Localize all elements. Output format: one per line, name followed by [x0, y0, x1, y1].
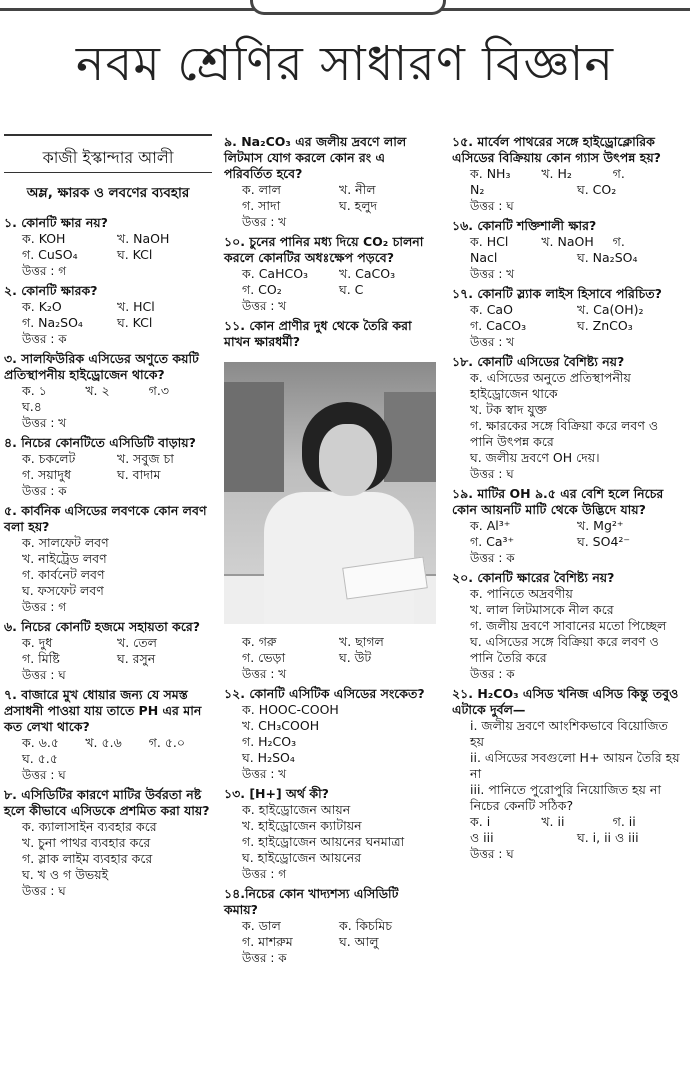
option-row	[452, 718, 684, 750]
option-row	[452, 634, 684, 666]
topic-heading: অম্ল, ক্ষারক ও লবণের ব্যবহার	[26, 185, 190, 201]
option-row	[452, 402, 684, 418]
option-row	[452, 782, 684, 798]
option-row	[4, 751, 212, 767]
option: গ. ii	[612, 814, 636, 829]
question-item	[4, 687, 212, 783]
option-row	[4, 651, 212, 667]
option: ঘ. i, ii ও iii	[577, 830, 639, 845]
option-row	[224, 734, 436, 750]
question-text: ৬. নিচের কোনটি হজমে সহায়তা করে?	[4, 619, 201, 634]
option-row	[452, 182, 684, 198]
option: গ. সাদা	[242, 198, 281, 213]
question-text: ২. কোনটি ক্ষারক?	[4, 283, 98, 298]
option-row	[452, 318, 684, 334]
option-row	[224, 802, 436, 818]
answer: উত্তর : ঘ	[22, 668, 66, 682]
option-row	[4, 835, 212, 851]
question-item	[4, 351, 212, 431]
answer: উত্তর : খ	[242, 299, 287, 313]
question-text: ১৪.নিচের কোন খাদ্যশস্য এসিডিটি কমায়?	[224, 886, 399, 917]
top-tab	[250, 0, 446, 15]
question-text: ৮. এসিডিটির কারণে মাটির উর্বরতা নষ্ট হলে কীভাবে এসিডকে প্রশমিত করা যায়?	[4, 787, 210, 818]
question-text: ২১. H₂CO₃ এসিড খনিজ এসিড কিন্তু তবুও এটাকে দুর্বল—	[452, 686, 679, 717]
answer: উত্তর : ঘ	[22, 768, 66, 782]
question-item	[452, 686, 684, 862]
question-text: ৯. Na₂CO₃ এর জলীয় দ্রবণে লাল লিটমাস যোগ করলে কোন রং এ পরিবর্তিত হবে?	[224, 134, 407, 181]
option: ক. এসিডের অনুতে প্রতিস্থাপনীয় হাইড্রোজেন থাকে	[470, 370, 631, 401]
photo-shape	[384, 392, 436, 482]
option: খ. HCl	[117, 299, 155, 314]
option-row	[452, 534, 684, 550]
option: খ. Mg²⁺	[577, 518, 624, 533]
option: ক. দুধ	[22, 635, 53, 650]
option-row	[4, 535, 212, 551]
question-text: ১৩. [H+] অর্থ কী?	[224, 786, 329, 801]
option: খ. সবুজ চা	[117, 451, 174, 466]
photo-shape	[319, 424, 377, 496]
option-row	[4, 247, 212, 263]
option: ক. CaHCO₃	[242, 266, 309, 281]
option: ক. CaO	[470, 302, 513, 317]
option: খ. H₂	[541, 166, 572, 181]
option: গ. মাশরুম	[242, 934, 293, 949]
option: ক. ৬.৫	[22, 735, 59, 750]
option: গ.	[612, 234, 625, 249]
option: ক. i	[470, 814, 491, 829]
question-item	[4, 215, 212, 279]
option: গ. স্লাক লাইম ব্যবহার করে	[22, 851, 153, 866]
option: ঘ. জলীয় দ্রবণে OH দেয়।	[470, 450, 600, 465]
question-item	[452, 218, 684, 282]
answer: উত্তর : ক	[22, 484, 67, 498]
option: ক. গরু	[242, 634, 277, 649]
option: ক. ১	[22, 383, 47, 398]
option: ঘ. KCl	[117, 315, 153, 330]
option: N₂	[470, 182, 485, 197]
answer: উত্তর : খ	[470, 335, 515, 349]
option-row	[4, 231, 212, 247]
option: ঘ. C	[339, 282, 364, 297]
option: গ. হাইড্রোজেন আয়নের ঘনমাত্রা	[242, 834, 405, 849]
option: গ.৩	[148, 383, 169, 398]
question-text: ১২. কোনটি এসিটিক এসিডের সংকেত?	[224, 686, 425, 701]
option: ঘ. ৫.৫	[22, 751, 58, 766]
option-row	[4, 399, 212, 415]
question-text: ৭. বাজারে মুখ ধোয়ার জন্য যে সমস্ত প্রসাধনী পাওয়া যায় তাতে PH এর মান কত লেখা থাকে?	[4, 687, 202, 734]
option: খ. Ca(OH)₂	[577, 302, 644, 317]
question-item	[4, 283, 212, 347]
question-text: ১৬. কোনটি শক্তিশালী ক্ষার?	[452, 218, 597, 233]
option-row	[452, 618, 684, 634]
option: ক. হাইড্রোজেন আয়ন	[242, 802, 351, 817]
question-text: ১৫. মার্বেল পাথরের সঙ্গে হাইড্রোক্লোরিক এসিডের বিক্রিয়ায় কোন গ্যাস উৎপন্ন হয়?	[452, 134, 661, 165]
photo-shape	[264, 492, 414, 624]
option: ii. এসিডের সবগুলো H+ আয়ন তৈরি হয় না	[470, 750, 680, 781]
question-item	[4, 435, 212, 499]
option: ক. Al³⁺	[470, 518, 511, 533]
option-row	[224, 634, 436, 650]
option: গ. CO₂	[242, 282, 282, 297]
question-text: ১৮. কোনটি এসিডের বৈশিষ্ট্য নয়?	[452, 354, 625, 369]
option: গ. CuSO₄	[22, 247, 78, 262]
option: গ. Ca³⁺	[470, 534, 515, 549]
option: ক. NH₃	[470, 166, 511, 181]
option: খ. লাল লিটমাসকে নীল করে	[470, 602, 614, 617]
option: গ. মিষ্টি	[22, 651, 60, 666]
photo-shape	[224, 382, 284, 492]
column-3	[452, 130, 684, 864]
question-item	[224, 134, 436, 230]
option: ক. HOOC-COOH	[242, 702, 339, 717]
option-row	[224, 182, 436, 198]
option: গ. H₂CO₃	[242, 734, 297, 749]
option: i. জলীয় দ্রবণে আংশিকভাবে বিয়োজিত হয়	[470, 718, 668, 749]
option-row	[4, 299, 212, 315]
option-row	[452, 602, 684, 618]
answer: উত্তর : ক	[470, 551, 515, 565]
question-text: ১৭. কোনটি স্ল্যাক লাইস হিসাবে পরিচিত?	[452, 286, 662, 301]
option: ক. K₂O	[22, 299, 62, 314]
option: Nacl	[470, 250, 498, 265]
option-row	[4, 383, 212, 399]
option: খ. হাইড্রোজেন ক্যাটায়ন	[242, 818, 362, 833]
option: ক. HCl	[470, 234, 509, 249]
answer: উত্তর : ক	[22, 332, 67, 346]
option-row	[4, 315, 212, 331]
option: খ. NaOH	[117, 231, 170, 246]
option: গ. Na₂SO₄	[22, 315, 83, 330]
question-text: ৩. সালফিউরিক এসিডের অণুতে কয়টি প্রতিস্থাপনীয় হাইড্রোজেন থাকে?	[4, 351, 199, 382]
option-row	[224, 834, 436, 850]
option: খ. চুনা পাথর ব্যবহার করে	[22, 835, 151, 850]
option: ঘ. CO₂	[577, 182, 617, 197]
option: ঘ.৪	[22, 399, 42, 414]
option-row	[224, 934, 436, 950]
option: ঘ. Na₂SO₄	[577, 250, 638, 265]
option-row	[452, 586, 684, 602]
author-name: কাজী ইস্কান্দার আলী	[4, 136, 212, 173]
option: খ. NaOH	[541, 234, 594, 249]
question-item	[224, 786, 436, 882]
option: ঘ. H₂SO₄	[242, 750, 295, 765]
option: খ. ছাগল	[339, 634, 384, 649]
option: ঘ. খ ও গ উভয়ই	[22, 867, 109, 882]
answer: উত্তর : খ	[470, 267, 515, 281]
answer: উত্তর : ক	[470, 667, 515, 681]
option-row	[452, 234, 684, 250]
answer: উত্তর : ঘ	[470, 199, 514, 213]
question-item	[224, 686, 436, 782]
question-item	[224, 318, 436, 682]
option: ঘ. বাদাম	[117, 467, 161, 482]
question-item	[452, 570, 684, 682]
answer: উত্তর : ঘ	[470, 467, 514, 481]
option-row	[4, 635, 212, 651]
answer: উত্তর : ঘ	[470, 847, 514, 861]
option: গ. জলীয় দ্রবণে সাবানের মতো পিচ্ছেল	[470, 618, 667, 633]
option-row	[4, 567, 212, 583]
option: ঘ. আলু	[339, 934, 379, 949]
column-2	[224, 130, 436, 968]
option-row	[224, 818, 436, 834]
option: গ.	[612, 166, 625, 181]
option-row	[224, 266, 436, 282]
option: খ. ২	[85, 383, 110, 398]
question-text: ১০. চুনের পানির মধ্য দিয়ে CO₂ চালনা করলে কোনটির অধঃক্ষেপ পড়বে?	[224, 234, 424, 265]
option: খ. নাইট্রেড লবণ	[22, 551, 107, 566]
option-row	[4, 583, 212, 599]
answer: উত্তর : গ	[242, 867, 287, 881]
option-row	[224, 702, 436, 718]
option: ক. পানিতে অদ্রবণীয়	[470, 586, 573, 601]
option: ঘ. এসিডের সঙ্গে বিক্রিয়া করে লবণ ও পানি তৈরি করে	[470, 634, 659, 665]
option: ও iii	[470, 830, 494, 845]
option: ঘ. উট	[339, 650, 372, 665]
option: গ. CaCO₃	[470, 318, 527, 333]
option-row	[224, 918, 436, 934]
answer: উত্তর : গ	[22, 600, 67, 614]
question-item	[452, 354, 684, 482]
option-row	[224, 850, 436, 866]
top-border	[0, 0, 690, 14]
question-item	[4, 787, 212, 899]
option-row	[4, 551, 212, 567]
question-item	[452, 286, 684, 350]
question-text: ৫. কার্বনিক এসিডের লবণকে কোন লবণ বলা হয়?	[4, 503, 207, 534]
student-photo	[224, 362, 436, 624]
option-row	[4, 819, 212, 835]
option: ঘ. হাইড্রোজেন আয়নের	[242, 850, 362, 865]
option: ক. চকলেট	[22, 451, 76, 466]
answer: উত্তর : ক	[242, 951, 287, 965]
question-item	[452, 486, 684, 566]
question-item	[4, 619, 212, 683]
option: গ. ভেড়া	[242, 650, 286, 665]
option-row	[452, 250, 684, 266]
option-row	[224, 718, 436, 734]
option-row	[4, 451, 212, 467]
option-row	[452, 418, 684, 450]
option: খ. ৫.৬	[85, 735, 122, 750]
option: ঘ. রসুন	[117, 651, 156, 666]
question-text: ১. কোনটি ক্ষার নয়?	[4, 215, 108, 230]
option: খ. CH₃COOH	[242, 718, 320, 733]
option: খ. টক স্বাদ যুক্ত	[470, 402, 547, 417]
answer: উত্তর : খ	[22, 416, 67, 430]
option: গ. সয়াদুধ	[22, 467, 71, 482]
option-row	[4, 467, 212, 483]
option-row	[224, 650, 436, 666]
option-row	[452, 450, 684, 466]
option-row	[224, 198, 436, 214]
option-row	[452, 370, 684, 402]
question-item	[4, 503, 212, 615]
question-text: ১১. কোন প্রাণীর দুধ থেকে তৈরি করা মাখন ক্ষারধর্মী?	[224, 318, 412, 349]
option-row	[224, 750, 436, 766]
option-row	[224, 282, 436, 298]
answer: উত্তর : খ	[242, 667, 287, 681]
option: ক. লাল	[242, 182, 281, 197]
option: খ. নীল	[339, 182, 376, 197]
option: খ. ii	[541, 814, 565, 829]
option: গ. ৫.০	[148, 735, 186, 750]
option: গ. ক্ষারকের সঙ্গে বিক্রিয়া করে লবণ ও পানি উৎপন্ন করে	[470, 418, 659, 449]
option: iii. পানিতে পুরোপুরি নিয়োজিত হয় না	[470, 782, 661, 797]
option-row	[452, 830, 684, 846]
column-1	[4, 130, 212, 901]
option: খ. CaCO₃	[339, 266, 396, 281]
option: নিচের কেনটি সঠিক?	[470, 798, 574, 813]
option-row	[452, 302, 684, 318]
option: ঘ. KCl	[117, 247, 153, 262]
question-item	[452, 134, 684, 214]
option-row	[452, 518, 684, 534]
option-row	[4, 867, 212, 883]
question-item	[224, 886, 436, 966]
option: ক. ক্যালাসাইন ব্যবহার করে	[22, 819, 157, 834]
page-title: নবম শ্রেণির সাধারণ বিজ্ঞান	[75, 36, 615, 92]
option-row	[452, 750, 684, 782]
option: খ. তেল	[117, 635, 157, 650]
option-row	[452, 814, 684, 830]
option: গ. কার্বনেট লবণ	[22, 567, 105, 582]
option: ঘ. হলুদ	[339, 198, 378, 213]
option: ঘ. ফসফেট লবণ	[22, 583, 104, 598]
option: ক. সালফেট লবণ	[22, 535, 109, 550]
option: ঘ. ZnCO₃	[577, 318, 633, 333]
answer: উত্তর : খ	[242, 767, 287, 781]
option-row	[4, 851, 212, 867]
question-text: ২০. কোনটি ক্ষারের বৈশিষ্ট্য নয়?	[452, 570, 615, 585]
answer: উত্তর : ঘ	[22, 884, 66, 898]
option-row	[452, 798, 684, 814]
answer: উত্তর : গ	[22, 264, 67, 278]
option-row	[452, 166, 684, 182]
answer: উত্তর : খ	[242, 215, 287, 229]
option-row	[4, 735, 212, 751]
question-item	[224, 234, 436, 314]
option: ক. KOH	[22, 231, 66, 246]
question-text: ৪. নিচের কোনটিতে এসিডিটি বাড়ায়?	[4, 435, 196, 450]
option: ঘ. SO4²⁻	[577, 534, 631, 549]
question-text: ১৯. মাটির OH ৯.৫ এর বেশি হলে নিচের কোন আয়নটি মাটি থেকে উদ্ভিদে যায়?	[452, 486, 664, 517]
option: ক. কিচমিচ	[339, 918, 393, 933]
option: ক. ডাল	[242, 918, 281, 933]
